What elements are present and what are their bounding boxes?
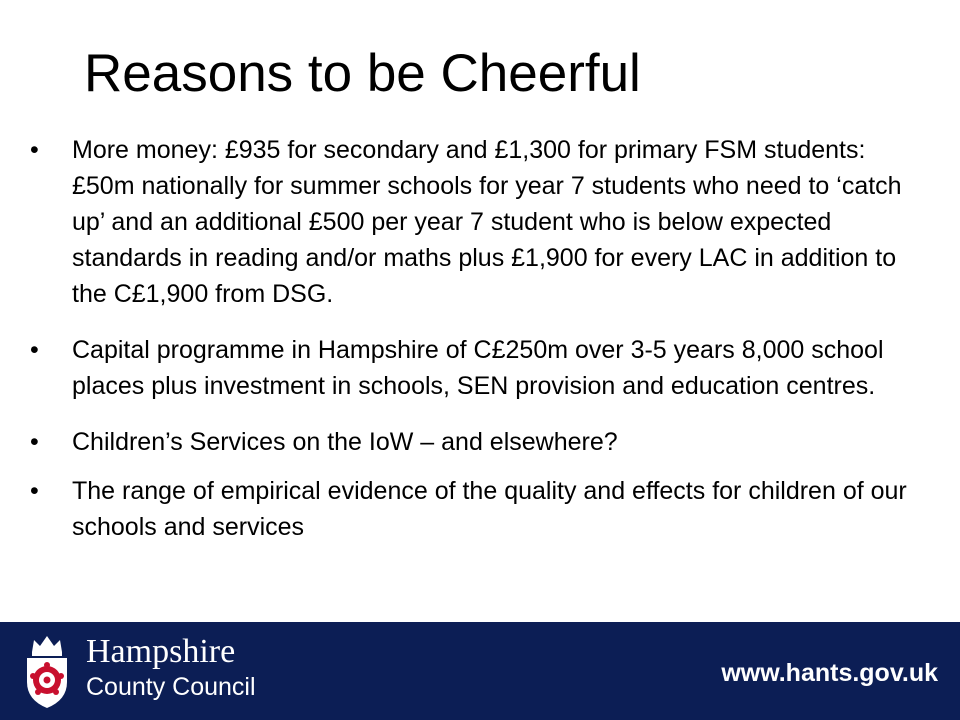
bullet-text: Children’s Services on the IoW – and elsewhere? [72, 428, 618, 456]
bullet-marker: • [30, 477, 39, 505]
hampshire-crest-icon [22, 632, 72, 710]
bullet-text: More money: £935 for secondary and £1,300 for primary FSM students: £50m nationally for summer schools for year 7 students who need to ‘catch up’ and an additional £500 per year 7 student who is below expected standards in reading and/or maths plus £1,900 for every LAC in addition to the C£1,900 from DSG. [72, 136, 902, 308]
bullet-list [30, 132, 930, 565]
bullet-marker: • [30, 136, 39, 164]
bullet-text: The range of empirical evidence of the quality and effects for children of our schools and services [72, 477, 907, 541]
bullet-marker: • [30, 428, 39, 456]
bullet-marker: • [30, 336, 39, 364]
bullet-item [30, 132, 930, 312]
org-subname: County Council [86, 673, 256, 701]
bullet-text: Capital programme in Hampshire of C£250m over 3-5 years 8,000 school places plus investment in schools, SEN provision and education centres. [72, 336, 884, 400]
bullet-item [30, 424, 930, 460]
website-url: www.hants.gov.uk [721, 659, 938, 687]
footer-banner [0, 622, 960, 720]
org-name: Hampshire [86, 633, 236, 670]
bullet-item [30, 332, 930, 404]
bullet-item [30, 473, 930, 545]
slide-title: Reasons to be Cheerful [84, 44, 641, 103]
